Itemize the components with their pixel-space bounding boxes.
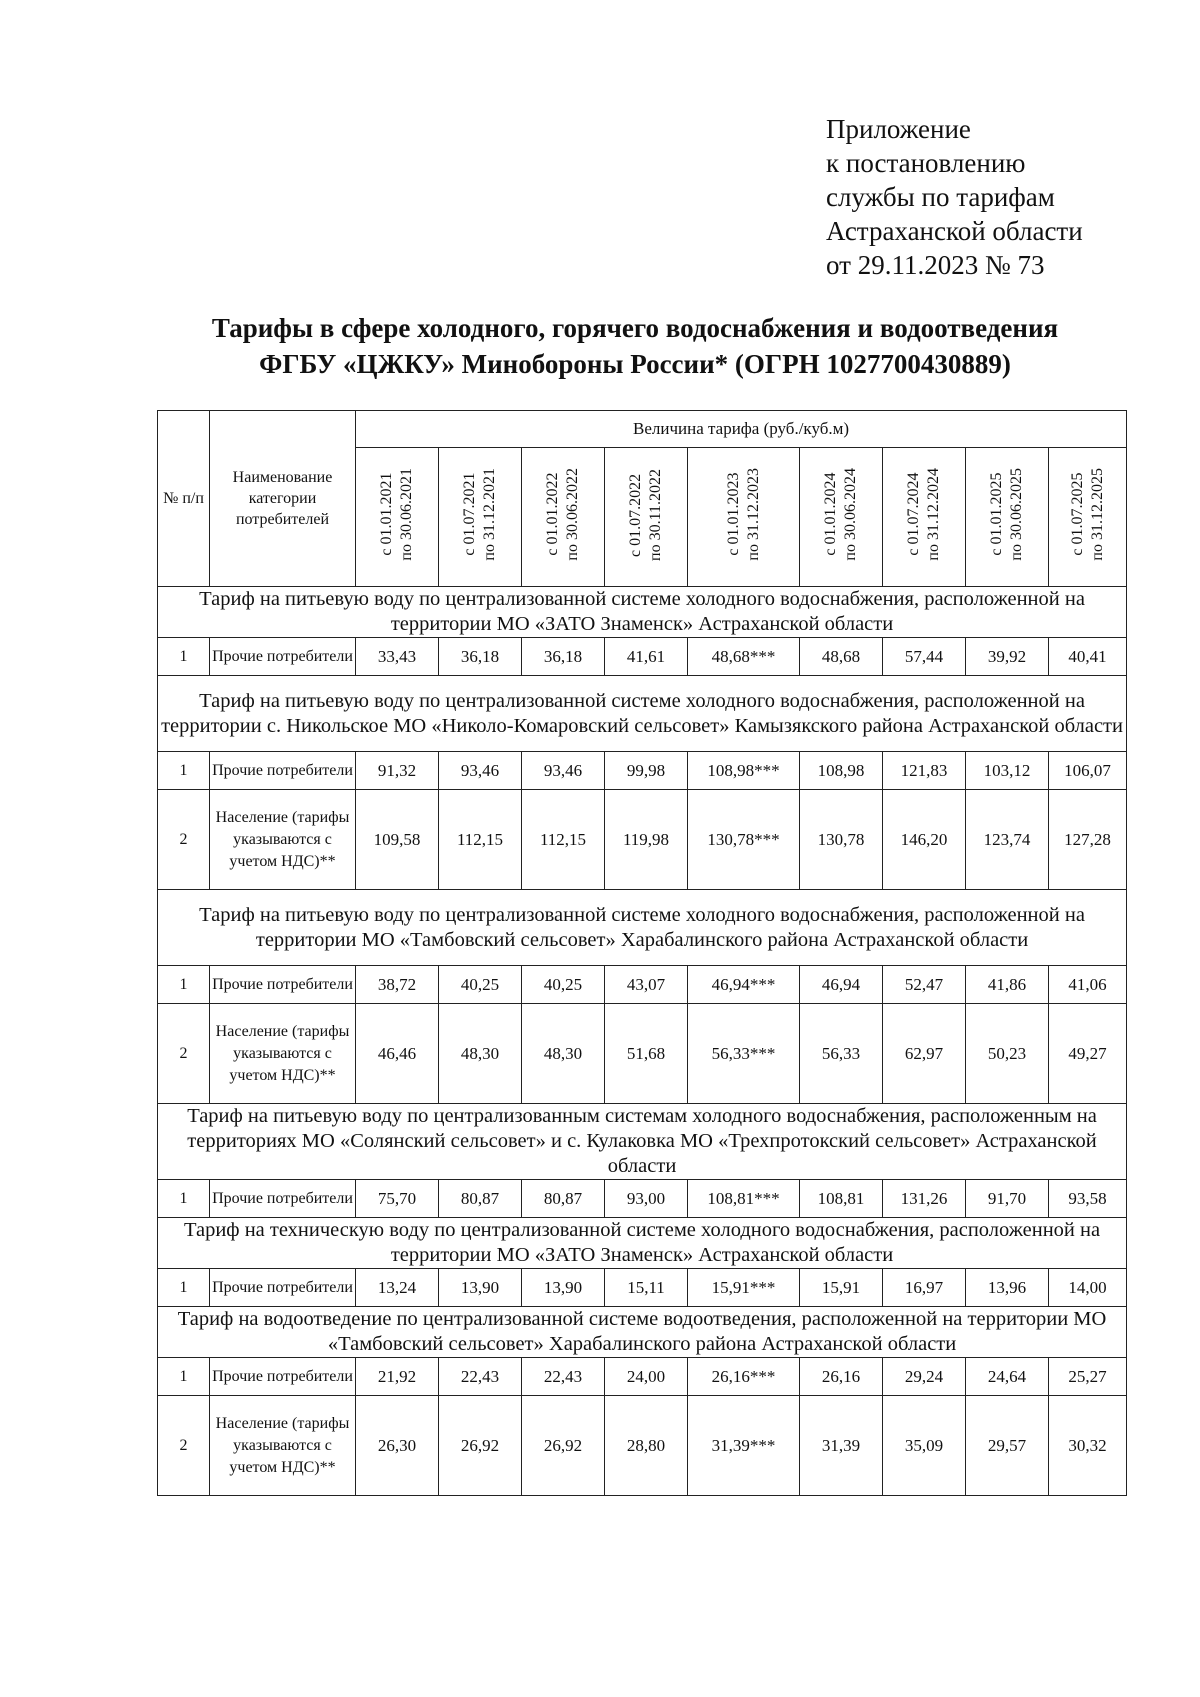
tariff-value: 106,07 bbox=[1049, 752, 1127, 790]
tariff-value: 49,27 bbox=[1049, 1004, 1127, 1104]
tariff-value: 26,16*** bbox=[688, 1358, 800, 1396]
section-title: Тариф на питьевую воду по централизованной системе холодного водоснабжения, расположенной на территории МО «Тамбовский сельсовет» Харабалинского района Астраханской области bbox=[158, 890, 1127, 966]
tariff-value: 26,92 bbox=[439, 1396, 522, 1496]
section-title: Тариф на питьевую воду по централизованной системе холодного водоснабжения, расположенной на территории МО «ЗАТО Знаменск» Астраханской области bbox=[158, 587, 1127, 638]
tariff-value: 31,39 bbox=[800, 1396, 883, 1496]
row-category: Прочие потребители bbox=[210, 752, 356, 790]
tariff-value: 103,12 bbox=[966, 752, 1049, 790]
row-number: 1 bbox=[158, 1269, 210, 1307]
header-period bbox=[1049, 448, 1127, 587]
row-number: 2 bbox=[158, 1004, 210, 1104]
table-row bbox=[158, 752, 1127, 790]
period-from: с 01.01.2023 bbox=[724, 472, 742, 557]
tariff-value: 28,80 bbox=[605, 1396, 688, 1496]
tariff-value: 41,61 bbox=[605, 638, 688, 676]
tariff-value: 26,92 bbox=[522, 1396, 605, 1496]
period-to: по 31.12.2023 bbox=[744, 468, 762, 561]
period-to: по 31.12.2024 bbox=[925, 468, 942, 561]
tariff-value: 130,78 bbox=[800, 790, 883, 890]
tariff-value: 30,32 bbox=[1049, 1396, 1127, 1496]
appendix-line: к постановлению bbox=[826, 148, 1026, 178]
row-number: 1 bbox=[158, 752, 210, 790]
header-category: Наименование категории потребителей bbox=[210, 411, 356, 587]
tariff-value: 46,46 bbox=[356, 1004, 439, 1104]
period-to: по 30.06.2021 bbox=[398, 468, 415, 561]
period-to: по 30.06.2022 bbox=[564, 468, 581, 561]
period-from: с 01.07.2021 bbox=[461, 472, 478, 557]
tariff-value: 13,24 bbox=[356, 1269, 439, 1307]
period-to: по 30.11.2022 bbox=[647, 468, 664, 561]
period-label bbox=[724, 468, 764, 561]
tariff-value: 56,33*** bbox=[688, 1004, 800, 1104]
row-number: 1 bbox=[158, 638, 210, 676]
tariff-value: 93,00 bbox=[605, 1180, 688, 1218]
section-title: Тариф на питьевую воду по централизованным системам холодного водоснабжения, расположенным на территориях МО «Солянский сельсовет» и с. Кулаковка МО «Трехпротокский сельсовет» Астраханской области bbox=[158, 1104, 1127, 1180]
tariff-value: 123,74 bbox=[966, 790, 1049, 890]
period-label bbox=[626, 469, 666, 561]
row-category: Прочие потребители bbox=[210, 638, 356, 676]
tariff-value: 46,94 bbox=[800, 966, 883, 1004]
header-period bbox=[966, 448, 1049, 587]
row-number: 1 bbox=[158, 966, 210, 1004]
tariff-value: 35,09 bbox=[883, 1396, 966, 1496]
header-period bbox=[522, 448, 605, 587]
document-title bbox=[150, 310, 1120, 382]
row-category: Население (тарифы указываются с учетом НДС)** bbox=[210, 1004, 356, 1104]
appendix-line: службы по тарифам bbox=[826, 182, 1055, 212]
tariff-value: 48,30 bbox=[439, 1004, 522, 1104]
tariff-value: 91,32 bbox=[356, 752, 439, 790]
period-to: по 30.06.2024 bbox=[842, 468, 859, 561]
period-label bbox=[460, 468, 500, 561]
period-from: с 01.01.2025 bbox=[988, 472, 1005, 557]
header-period bbox=[688, 448, 800, 587]
tariff-value: 21,92 bbox=[356, 1358, 439, 1396]
tariff-value: 29,24 bbox=[883, 1358, 966, 1396]
tariff-value: 13,90 bbox=[439, 1269, 522, 1307]
section-row bbox=[158, 890, 1127, 966]
tariff-value: 36,18 bbox=[522, 638, 605, 676]
tariff-value: 93,46 bbox=[522, 752, 605, 790]
tariff-value: 130,78*** bbox=[688, 790, 800, 890]
tariff-value: 57,44 bbox=[883, 638, 966, 676]
title-line-1: Тарифы в сфере холодного, горячего водоснабжения и водоотведения bbox=[211, 313, 1059, 343]
tariff-value: 41,06 bbox=[1049, 966, 1127, 1004]
tariff-value: 15,11 bbox=[605, 1269, 688, 1307]
period-label bbox=[904, 468, 944, 561]
table-row bbox=[158, 966, 1127, 1004]
period-to: по 31.12.2021 bbox=[481, 468, 498, 561]
tariff-value: 14,00 bbox=[1049, 1269, 1127, 1307]
row-number: 2 bbox=[158, 790, 210, 890]
row-number: 1 bbox=[158, 1358, 210, 1396]
period-from: с 01.07.2025 bbox=[1068, 472, 1086, 557]
tariff-value: 75,70 bbox=[356, 1180, 439, 1218]
row-category: Прочие потребители bbox=[210, 966, 356, 1004]
tariff-value: 33,43 bbox=[356, 638, 439, 676]
period-label bbox=[821, 468, 861, 561]
row-number: 1 bbox=[158, 1180, 210, 1218]
tariff-value: 93,58 bbox=[1049, 1180, 1127, 1218]
tariff-value: 40,41 bbox=[1049, 638, 1127, 676]
tariff-value: 108,98*** bbox=[688, 752, 800, 790]
tariff-value: 39,92 bbox=[966, 638, 1049, 676]
tariff-table bbox=[157, 410, 1127, 1496]
tariff-value: 26,16 bbox=[800, 1358, 883, 1396]
section-row bbox=[158, 676, 1127, 752]
tariff-value: 16,97 bbox=[883, 1269, 966, 1307]
tariff-value: 108,98 bbox=[800, 752, 883, 790]
header-period bbox=[800, 448, 883, 587]
tariff-value: 127,28 bbox=[1049, 790, 1127, 890]
period-label bbox=[987, 468, 1027, 561]
header-period bbox=[605, 448, 688, 587]
tariff-value: 109,58 bbox=[356, 790, 439, 890]
table-row bbox=[158, 1180, 1127, 1218]
tariff-value: 15,91*** bbox=[688, 1269, 800, 1307]
table-row bbox=[158, 638, 1127, 676]
tariff-value: 29,57 bbox=[966, 1396, 1049, 1496]
title-line-2: ФГБУ «ЦЖКУ» Минобороны России* (ОГРН 1027700430889) bbox=[259, 349, 1011, 379]
tariff-value: 38,72 bbox=[356, 966, 439, 1004]
tariff-value: 93,46 bbox=[439, 752, 522, 790]
section-title: Тариф на водоотведение по централизованной системе водоотведения, расположенной на территории МО «Тамбовский сельсовет» Харабалинского района Астраханской области bbox=[158, 1307, 1127, 1358]
period-label bbox=[1068, 468, 1108, 561]
period-label bbox=[543, 468, 583, 561]
tariff-value: 52,47 bbox=[883, 966, 966, 1004]
tariff-value: 50,23 bbox=[966, 1004, 1049, 1104]
tariff-value: 31,39*** bbox=[688, 1396, 800, 1496]
period-to: по 31.12.2025 bbox=[1088, 468, 1106, 561]
tariff-value: 22,43 bbox=[522, 1358, 605, 1396]
tariff-value: 108,81*** bbox=[688, 1180, 800, 1218]
tariff-value: 80,87 bbox=[522, 1180, 605, 1218]
period-from: с 01.07.2022 bbox=[627, 472, 644, 557]
tariff-value: 62,97 bbox=[883, 1004, 966, 1104]
section-title: Тариф на техническую воду по централизованной системе холодного водоснабжения, расположенной на территории МО «ЗАТО Знаменск» Астраханской области bbox=[158, 1218, 1127, 1269]
tariff-value: 15,91 bbox=[800, 1269, 883, 1307]
tariff-value: 48,68 bbox=[800, 638, 883, 676]
tariff-value: 56,33 bbox=[800, 1004, 883, 1104]
appendix-line: Астраханской области bbox=[826, 216, 1083, 246]
header-magnitude: Величина тарифа (руб./куб.м) bbox=[356, 411, 1127, 448]
table-row bbox=[158, 790, 1127, 890]
tariff-value: 40,25 bbox=[439, 966, 522, 1004]
tariff-value: 121,83 bbox=[883, 752, 966, 790]
period-from: с 01.07.2024 bbox=[905, 472, 922, 557]
header-period bbox=[356, 448, 439, 587]
tariff-value: 99,98 bbox=[605, 752, 688, 790]
row-category: Прочие потребители bbox=[210, 1269, 356, 1307]
period-from: с 01.01.2024 bbox=[822, 472, 839, 557]
tariff-value: 41,86 bbox=[966, 966, 1049, 1004]
row-number: 2 bbox=[158, 1396, 210, 1496]
row-category: Прочие потребители bbox=[210, 1358, 356, 1396]
table-row bbox=[158, 1396, 1127, 1496]
tariff-value: 46,94*** bbox=[688, 966, 800, 1004]
tariff-value: 24,00 bbox=[605, 1358, 688, 1396]
tariff-value: 13,96 bbox=[966, 1269, 1049, 1307]
tariff-value: 112,15 bbox=[439, 790, 522, 890]
appendix-block bbox=[826, 112, 1083, 282]
tariff-value: 40,25 bbox=[522, 966, 605, 1004]
tariff-value: 25,27 bbox=[1049, 1358, 1127, 1396]
tariff-value: 43,07 bbox=[605, 966, 688, 1004]
header-period bbox=[439, 448, 522, 587]
section-row bbox=[158, 1218, 1127, 1269]
tariff-value: 108,81 bbox=[800, 1180, 883, 1218]
section-row bbox=[158, 1307, 1127, 1358]
header-period bbox=[883, 448, 966, 587]
table-row bbox=[158, 1358, 1127, 1396]
row-category: Прочие потребители bbox=[210, 1180, 356, 1218]
period-to: по 30.06.2025 bbox=[1008, 468, 1025, 561]
tariff-value: 22,43 bbox=[439, 1358, 522, 1396]
tariff-value: 51,68 bbox=[605, 1004, 688, 1104]
tariff-value: 36,18 bbox=[439, 638, 522, 676]
tariff-value: 48,68*** bbox=[688, 638, 800, 676]
row-category: Население (тарифы указываются с учетом НДС)** bbox=[210, 790, 356, 890]
tariff-value: 13,90 bbox=[522, 1269, 605, 1307]
period-from: с 01.01.2021 bbox=[378, 472, 395, 557]
tariff-value: 131,26 bbox=[883, 1180, 966, 1218]
tariff-value: 91,70 bbox=[966, 1180, 1049, 1218]
row-category: Население (тарифы указываются с учетом НДС)** bbox=[210, 1396, 356, 1496]
section-row bbox=[158, 1104, 1127, 1180]
tariff-value: 112,15 bbox=[522, 790, 605, 890]
section-title: Тариф на питьевую воду по централизованной системе холодного водоснабжения, расположенной на территории с. Никольское МО «Николо-Комаровский сельсовет» Камызякского района Астраханской области bbox=[158, 676, 1127, 752]
tariff-value: 24,64 bbox=[966, 1358, 1049, 1396]
period-from: с 01.01.2022 bbox=[544, 472, 561, 557]
tariff-value: 146,20 bbox=[883, 790, 966, 890]
period-label bbox=[377, 468, 417, 561]
section-row bbox=[158, 587, 1127, 638]
table-row bbox=[158, 1269, 1127, 1307]
appendix-line: от 29.11.2023 № 73 bbox=[826, 250, 1045, 280]
tariff-value: 26,30 bbox=[356, 1396, 439, 1496]
tariff-value: 119,98 bbox=[605, 790, 688, 890]
tariff-value: 80,87 bbox=[439, 1180, 522, 1218]
tariff-value: 48,30 bbox=[522, 1004, 605, 1104]
table-row bbox=[158, 1004, 1127, 1104]
appendix-line: Приложение bbox=[826, 114, 971, 144]
header-num: № п/п bbox=[158, 411, 210, 587]
